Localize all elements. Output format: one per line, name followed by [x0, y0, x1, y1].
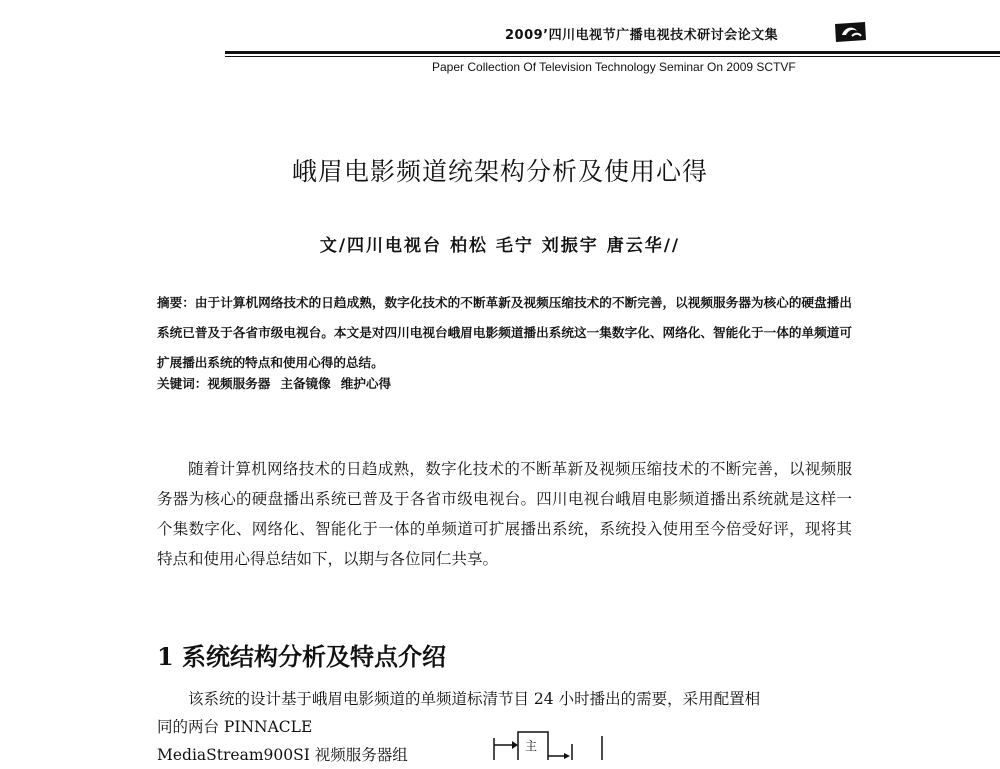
article-title: 峨眉电影频道统架构分析及使用心得	[291, 157, 708, 186]
system-diagram	[480, 730, 620, 760]
abstract-label: 摘要：	[157, 295, 195, 310]
section-1-paragraph-line: 同的两台 PINNACLE	[157, 718, 313, 736]
abstract	[157, 288, 852, 378]
sctvf-logo-icon	[832, 20, 868, 44]
header-rule-thick	[225, 51, 1000, 54]
intro-paragraph: 随着计算机网络技术的日趋成熟，数字化技术的不断革新及视频压缩技术的不断完善，以视频服务器为核心的硬盘播出系统已普及于各省市级电视台。四川电视台峨眉电影频道播出系统就是这样一个集数字化、网络化、智能化于一体的单频道可扩展播出系统，系统投入使用至今倍受好评，现将其特点和使用心得总结如下，以期与各位同仁共享。	[157, 460, 852, 568]
section-1-title: 1 系统结构分析及特点介绍	[157, 642, 447, 671]
keyword-item: 主备镜像	[280, 376, 331, 391]
running-header-en: Paper Collection Of Television Technology Seminar On 2009 SCTVF	[432, 60, 796, 74]
running-header-cn: 2009’四川电视节广播电视技术研讨会论文集	[505, 28, 779, 43]
diagram-box-label: 主	[525, 739, 538, 753]
section-1-paragraph-line: MediaStream900SI 视频服务器组	[157, 746, 408, 764]
article-authors: 文/四川电视台 柏松 毛宁 刘振宇 唐云华//	[319, 236, 681, 256]
abstract-text: 由于计算机网络技术的日趋成熟，数字化技术的不断革新及视频压缩技术的不断完善，以视频服务器为核心的硬盘播出系统已普及于各省市级电视台。本文是对四川电视台峨眉电影频道播出系统这一集数字化、网络化、智能化于一体的单频道可扩展播出系统的特点和使用心得的总结。	[157, 295, 853, 370]
keyword-item: 维护心得	[340, 376, 392, 391]
keywords-label: 关键词：	[157, 376, 208, 391]
keywords	[157, 373, 852, 395]
section-1-paragraph-line: 该系统的设计基于峨眉电影频道的单频道标清节目 24 小时播出的需要，采用配置相	[188, 690, 761, 708]
keyword-item: 视频服务器	[207, 376, 271, 391]
header-rule-thin	[225, 56, 1000, 57]
